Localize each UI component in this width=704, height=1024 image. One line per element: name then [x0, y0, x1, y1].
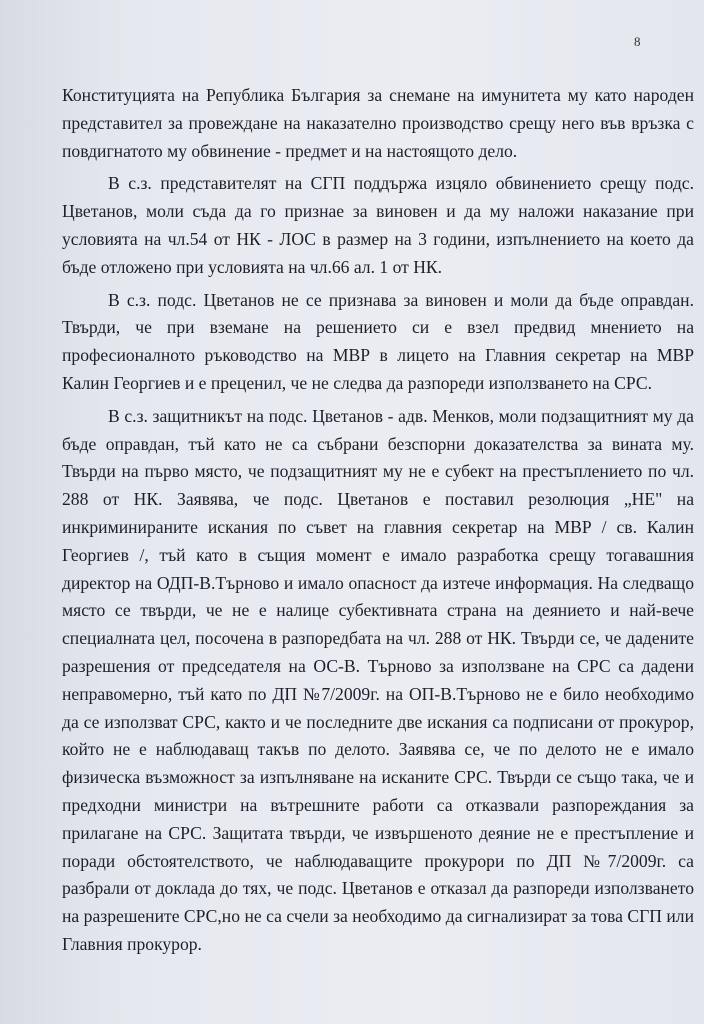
- text-line: специалната цел, посочена в разпоредбата на чл. 288 от НК. Твърди се, че дадените: [62, 628, 694, 649]
- text-line: условията на чл.54 от НК - ЛОС в размер на 3 години, изпълнението на което да: [62, 228, 694, 249]
- text-line: на разрешените СРС,но не са счели за необходимо да сигнализират за това СГП или: [62, 906, 694, 927]
- page-number: 8: [634, 34, 641, 49]
- document-body: [62, 82, 694, 964]
- text-line: В с.з. подс. Цветанов не се признава за виновен и моли да бъде оправдан.: [108, 289, 694, 310]
- text-line: разрешения от председателя на ОС-В. Търново за използване на СРС са дадени: [62, 655, 694, 676]
- text-line: прилагане на СРС. Защитата твърди, че извършеното деяние не е престъпление и: [62, 822, 694, 843]
- text-line: В с.з. защитникът на подс. Цветанов - адв. Менков, моли подзащитният му да: [108, 405, 694, 426]
- text-line: Георгиев /, тъй като в същия момент е имало разработка срещу тогавашния: [62, 544, 694, 565]
- text-line: физическа възможност за изпълняване на исканите СРС. Твърди се също така, че и: [62, 767, 694, 788]
- text-line: В с.з. представителят на СГП поддържа изцяло обвинението срещу подс.: [108, 173, 694, 194]
- text-line: Цветанов, моли съда да го признае за виновен и да му наложи наказание при: [62, 201, 694, 222]
- text-line: място се твърди, че не е налице субективната страна на деянието и най-вече: [62, 600, 694, 621]
- text-line: повдигнатото му обвинение - предмет и на настоящото дело.: [62, 140, 518, 161]
- paragraph: [62, 170, 694, 281]
- paragraph: [62, 287, 694, 398]
- text-line: Калин Георгиев и е преценил, че не следва да разпореди използването на СРС.: [62, 372, 652, 393]
- text-line: 288 от НК. Заявява, че подс. Цветанов е поставил резолюция „НЕ" на: [62, 489, 694, 510]
- text-line: бъде оправдан, тъй като не са събрани безспорни доказателства за вината му.: [62, 433, 694, 454]
- text-line: Твърди на първо място, че подзащитният му не е субект на престъплението по чл.: [62, 461, 694, 482]
- paragraph: [62, 403, 694, 959]
- text-line: представител за провеждане на наказателно производство срещу него във връзка с: [62, 112, 694, 133]
- text-line: разбрали от доклада до тях, че подс. Цветанов е отказал да разпореди използването: [62, 878, 694, 899]
- text-line: който не е наблюдаващ такъв по делото. Заявява се, че по делото не е имало: [62, 739, 694, 760]
- text-line: директор на ОДП-В.Търново и имало опасност да изтече информация. На следващо: [62, 572, 694, 593]
- text-line: Главния прокурор.: [62, 933, 202, 954]
- paragraph: [62, 82, 694, 165]
- text-line: Твърди, че при вземане на решението си е взел предвид мнението на: [62, 317, 694, 338]
- text-line: поради обстоятелството, че наблюдаващите прокурори по ДП №7/2009г. са: [62, 850, 694, 871]
- text-line: професионалното ръководство на МВР в лицето на Главния секретар на МВР: [62, 345, 694, 366]
- text-line: предходни министри на вътрешните работи са отказвали разпореждания за: [62, 794, 694, 815]
- text-line: инкриминираните искания по съвет на главния секретар на МВР / св. Калин: [62, 516, 694, 537]
- text-line: неправомерно, тъй като по ДП №7/2009г. на ОП-В.Търново не е било необходимо: [62, 683, 694, 704]
- text-line: да се използват СРС, както и че последните две искания са подписани от прокурор,: [62, 711, 694, 732]
- text-line: бъде отложено при условията на чл.66 ал. 1 от НК.: [62, 256, 443, 277]
- text-line: Конституцията на Република България за снемане на имунитета му като народен: [62, 85, 694, 105]
